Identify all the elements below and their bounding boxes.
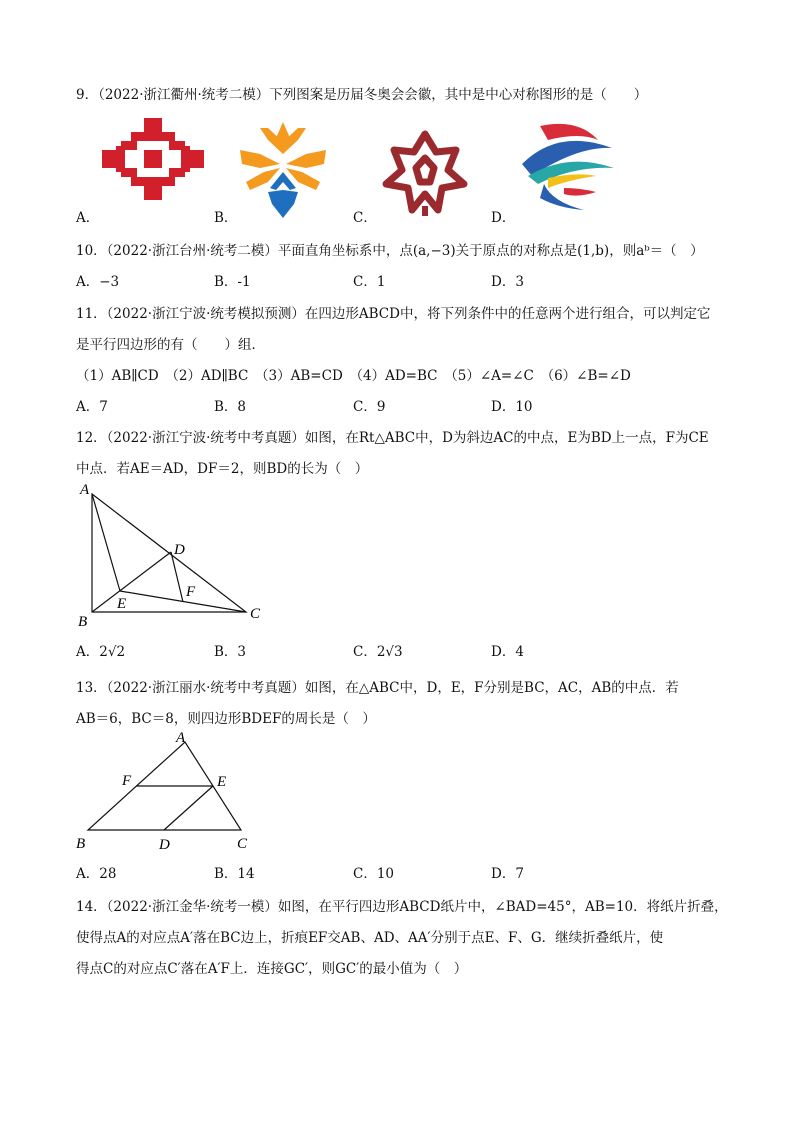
q9-logo-c-image <box>380 128 470 216</box>
q13-options <box>76 862 716 882</box>
q14-stem-line3: 得点C的对应点C′落在A′F上．连接GC′，则GC′的最小值为（ ） <box>76 961 468 977</box>
q9-options <box>76 206 716 226</box>
q13-label-e: E <box>217 774 227 790</box>
q11-option-c[interactable]: C．9 <box>353 399 386 415</box>
q12-label-f: F <box>186 584 196 600</box>
q11-stem-line2: 是平行四边形的有（ ）组． <box>76 337 265 353</box>
q9-logo-d-image <box>518 118 618 214</box>
q12-option-c[interactable]: C．2√3 <box>353 644 403 660</box>
q12-label-a: A <box>80 482 90 498</box>
q13-figure <box>74 728 264 856</box>
q12-option-d[interactable]: D．4 <box>491 644 524 660</box>
q12-stem-line2: 中点．若AE＝AD，DF＝2，则BD的长为（ ） <box>76 461 369 477</box>
q10-stem: 10．（2022·浙江台州·统考二模）平面直角坐标系中，点(a,−3)关于原点的对称点是(1,b)，则aᵇ＝（ ） <box>76 243 704 259</box>
q13-stem-line1: 13．（2022·浙江丽水·统考中考真题）如图，在△ABC中，D，E，F分别是BC，AC，AB的中点．若 <box>76 680 679 696</box>
q13-option-d[interactable]: D．7 <box>491 866 524 882</box>
q11-option-d[interactable]: D．10 <box>491 399 533 415</box>
q10-option-c[interactable]: C．1 <box>353 274 386 290</box>
q9-stem: 9．（2022·浙江衢州·统考二模）下列图案是历届冬奥会会徽，其中是中心对称图形的是（ ） <box>76 87 648 103</box>
q9-option-a[interactable]: A． <box>76 210 100 226</box>
q13-label-a: A <box>176 730 186 746</box>
q11-option-a[interactable]: A．7 <box>76 399 108 415</box>
q14-stem-line1: 14．（2022·浙江金华·统考一模）如图，在平行四边形ABCD纸片中，∠BAD=45°，AB=10．将纸片折叠， <box>76 899 728 915</box>
q13-option-a[interactable]: A．28 <box>76 866 117 882</box>
q12-options <box>76 640 716 660</box>
q12-option-b[interactable]: B．3 <box>214 644 247 660</box>
q13-option-c[interactable]: C．10 <box>353 866 395 882</box>
q12-label-e: E <box>117 596 127 612</box>
q9-logo-b-image <box>238 120 328 220</box>
q12-figure <box>74 480 274 630</box>
q13-stem-line2: AB＝6，BC＝8，则四边形BDEF的周长是（ ） <box>76 711 376 727</box>
q12-label-c: C <box>250 606 261 622</box>
q12-label-d: D <box>174 542 185 558</box>
q11-stem-line1: 11．（2022·浙江宁波·统考模拟预测）在四边形ABCD中，将下列条件中的任意两个进行组合，可以判定它 <box>76 306 711 322</box>
q10-option-b[interactable]: B．-1 <box>214 274 251 290</box>
q12-segment-bd <box>92 552 171 612</box>
q13-segment-ed <box>164 786 213 830</box>
q13-label-b: B <box>76 836 86 852</box>
q13-label-c: C <box>237 836 248 852</box>
q12-label-b: B <box>78 614 88 630</box>
q9-logo-a-image <box>100 116 206 202</box>
q10-option-d[interactable]: D．3 <box>491 274 524 290</box>
q13-label-f: F <box>122 773 132 789</box>
q12-stem-line1: 12．（2022·浙江宁波·统考中考真题）如图，在Rt△ABC中，D为斜边AC的中点，E为BD上一点，F为CE <box>76 430 709 446</box>
q13-label-d: D <box>159 837 170 853</box>
q11-option-b[interactable]: B．8 <box>214 399 247 415</box>
q13-option-b[interactable]: B．14 <box>214 866 255 882</box>
q14-stem-line2: 使得点A的对应点A′落在BC边上，折痕EF交AB、AD、AA′分别于点E、F、G．继续折叠纸片，使 <box>76 930 664 946</box>
q10-option-a[interactable]: A．−3 <box>76 274 120 290</box>
q9-option-d[interactable]: D． <box>491 210 516 226</box>
q11-options <box>76 395 716 415</box>
q9-option-c[interactable]: C． <box>353 210 377 226</box>
q11-conditions: （1）AB∥CD （2）AD∥BC （3）AB=CD （4）AD=BC （5）∠A=∠C （6）∠B=∠D <box>76 368 631 384</box>
q12-segment-ae <box>92 494 120 591</box>
q9-option-b[interactable]: B． <box>214 210 238 226</box>
q10-options <box>76 270 716 290</box>
q12-option-a[interactable]: A．2√2 <box>76 644 126 660</box>
